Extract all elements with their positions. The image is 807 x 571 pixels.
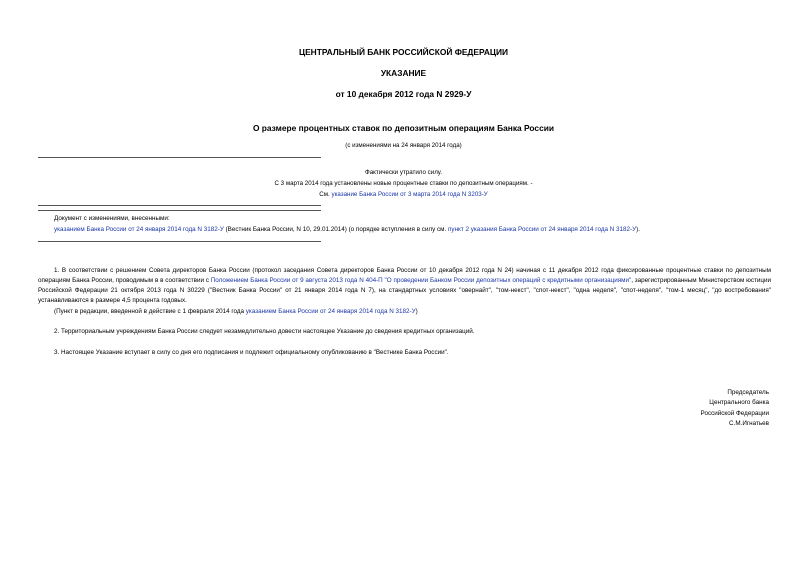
paragraph-1-text-a: 1. В соответствии с решением Совета директоров Банка России (протокол заседания Совета директоров Банка России от 10 декабря 2012 года N 24) начиная с 11 декабря 2012 года фиксированные процентные ставки по депозитным операциям Банка России, проводимым в в соответствии с <box>38 267 771 284</box>
signature-line-2: Центрального банка <box>709 399 769 406</box>
date-number-heading: от 10 декабря 2012 года N 2929-У <box>335 89 472 99</box>
signature-line-1: Председатель <box>727 389 769 396</box>
amendments-note: (с изменениями на 24 января 2014 года) <box>345 142 462 149</box>
status-link[interactable]: указание Банка России от 3 марта 2014 года N 3203-У <box>331 191 488 198</box>
paragraph-1 <box>38 266 771 306</box>
status-line-2: С 3 марта 2014 года установлены новые процентные ставки по депозитным операциям. - <box>274 180 533 187</box>
divider <box>38 241 321 242</box>
changes-link-1[interactable]: указанием Банка России от 24 января 2014 года N 3182-У <box>54 226 224 233</box>
paragraph-3: 3. Настоящее Указание вступает в силу со дня его подписания и подлежит официальному опубликованию в "Вестнике Банка России". <box>54 349 449 356</box>
paragraph-1-link[interactable]: Положением Банка России от 9 августа 2013 года N 404-П "О проведении Банком России депозитных операций с кредитными организациями" <box>210 277 632 284</box>
paragraph-1-note <box>54 308 418 316</box>
status-line-3 <box>0 191 807 198</box>
changes-mid-text: (Вестник Банка России, N 10, 29.01.2014) (о порядке вступления в силу см. <box>225 226 447 233</box>
paragraph-1-text-b: , зарегистрированным Министерством юстиции Российской Федерации 21 октября 2013 года N 30229 ("Вестник Банка России" от 21 января 2014 года N 7), на стандартных условиях "овернайт", "том-некст", "спот-некст", "одна неделя", "спот-неделя", "том-1 месяц", "до востребования" устанавливаются в размере 4,5 процента годовых. <box>38 277 772 304</box>
divider <box>38 205 321 206</box>
org-heading: ЦЕНТРАЛЬНЫЙ БАНК РОССИЙСКОЙ ФЕДЕРАЦИИ <box>298 47 509 57</box>
changes-end-text: ). <box>636 226 641 233</box>
divider <box>38 210 321 211</box>
doc-type-heading: УКАЗАНИЕ <box>380 68 427 78</box>
note-link[interactable]: указанием Банка России от 24 января 2014 года N 3182-У <box>245 308 416 315</box>
note-prefix: (Пункт в редакции, введенной в действие с 1 февраля 2014 года <box>54 308 245 315</box>
changes-intro: Документ с изменениями, внесенными: <box>54 215 170 222</box>
status-line-1: Фактически утратило силу. <box>364 169 442 176</box>
signature-line-3: Российской Федерации <box>700 410 769 417</box>
status-see-prefix: См. <box>319 191 330 198</box>
changes-link-2[interactable]: пункт 2 указания Банка России от 24 января 2014 года N 3182-У <box>448 226 637 233</box>
paragraph-2: 2. Территориальным учреждениям Банка России следует незамедлительно довести настоящее Указание до сведения кредитных организаций. <box>54 328 475 335</box>
divider <box>38 157 321 158</box>
note-end: ) <box>415 308 418 315</box>
changes-line <box>54 226 640 234</box>
signature-name: С.М.Игнатьев <box>729 420 769 427</box>
doc-title: О размере процентных ставок по депозитным операциям Банка России <box>252 123 555 133</box>
